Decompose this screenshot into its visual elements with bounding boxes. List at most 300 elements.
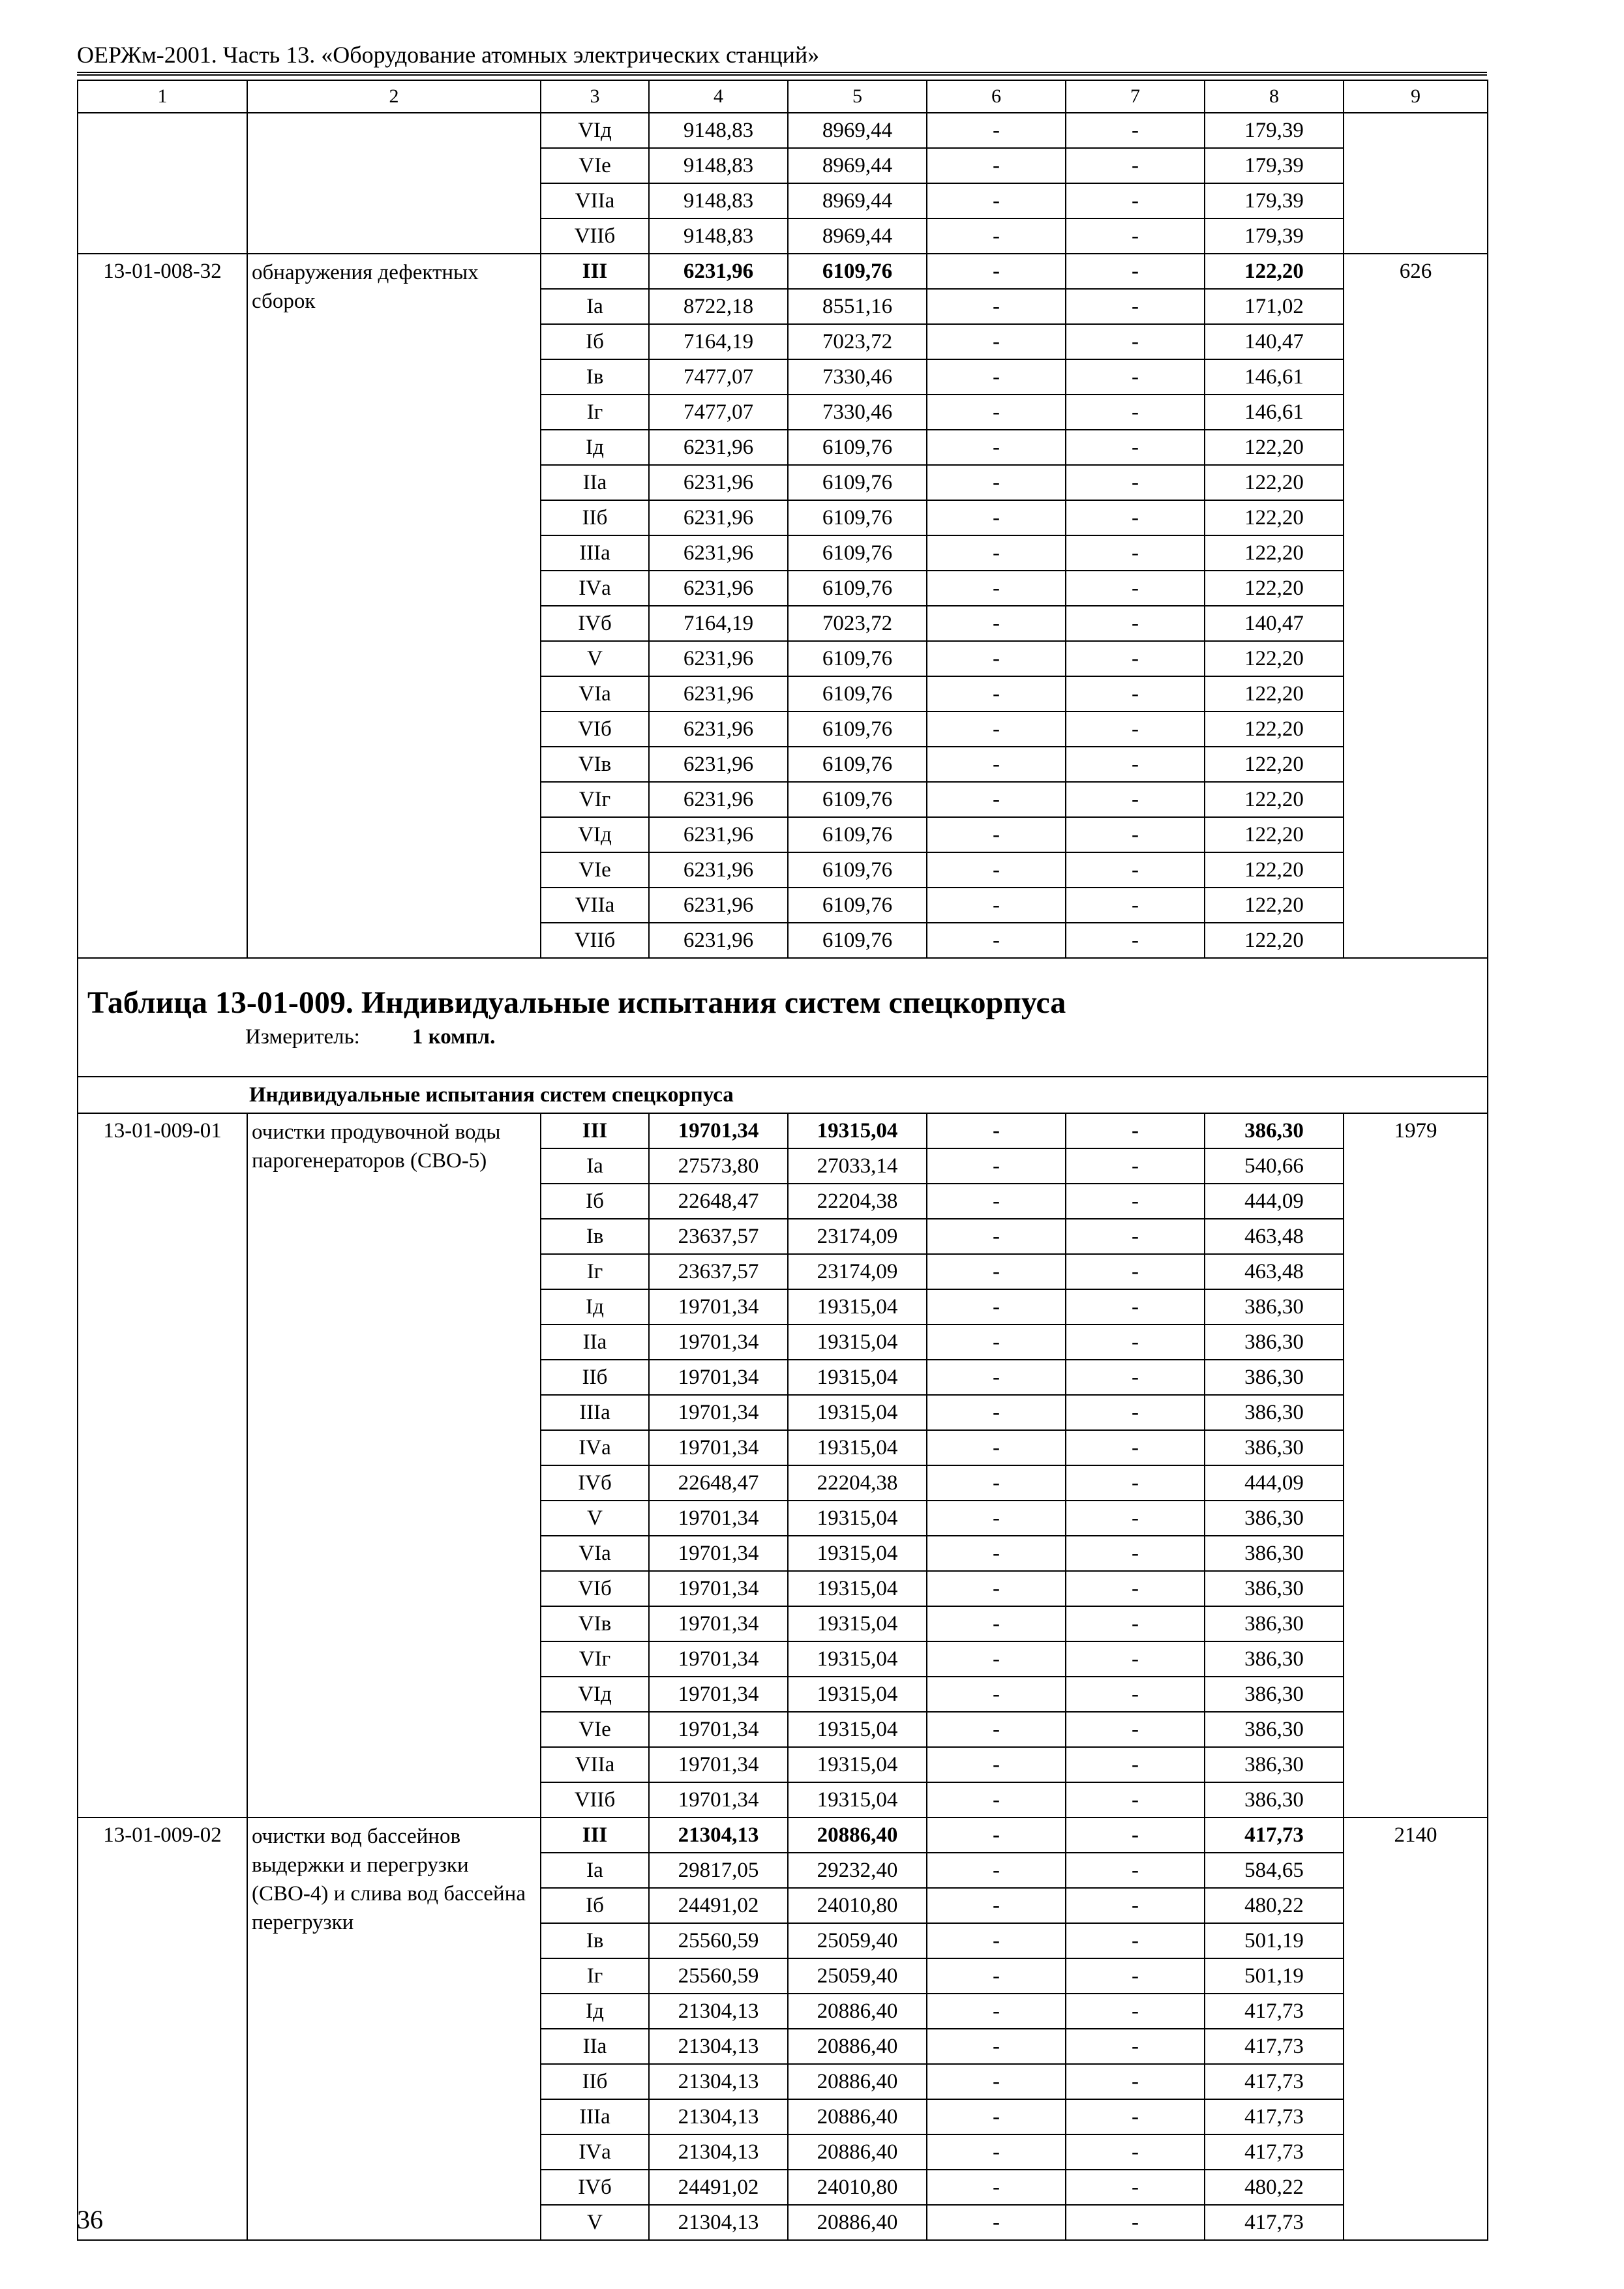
table-row bbox=[78, 113, 1488, 148]
zone-cell: Iг bbox=[541, 1958, 649, 1994]
wages-cell: 19315,04 bbox=[788, 1113, 927, 1148]
materials-cell: 463,48 bbox=[1205, 1254, 1344, 1289]
machines-cell: - bbox=[927, 817, 1066, 852]
machines-cell: - bbox=[927, 782, 1066, 817]
wages-cell: 6109,76 bbox=[788, 747, 927, 782]
wages-cell: 23174,09 bbox=[788, 1254, 927, 1289]
item-code bbox=[78, 113, 247, 254]
zone-cell: VIе bbox=[541, 148, 649, 183]
materials-cell: 540,66 bbox=[1205, 1148, 1344, 1184]
materials-cell: 386,30 bbox=[1205, 1747, 1344, 1782]
zone-cell: VIе bbox=[541, 852, 649, 888]
machines-cell: - bbox=[927, 218, 1066, 254]
machines-cell: - bbox=[927, 1254, 1066, 1289]
zone-cell: IVа bbox=[541, 1430, 649, 1465]
driver-wages-cell: - bbox=[1066, 535, 1205, 571]
total-cost-cell: 23637,57 bbox=[649, 1219, 788, 1254]
materials-cell: 417,73 bbox=[1205, 2205, 1344, 2240]
wages-cell: 25059,40 bbox=[788, 1958, 927, 1994]
machines-cell: - bbox=[927, 2170, 1066, 2205]
wages-cell: 19315,04 bbox=[788, 1430, 927, 1465]
zone-cell: IVб bbox=[541, 1465, 649, 1501]
driver-wages-cell: - bbox=[1066, 2099, 1205, 2134]
wages-cell: 8969,44 bbox=[788, 148, 927, 183]
wages-cell: 6109,76 bbox=[788, 852, 927, 888]
materials-cell: 122,20 bbox=[1205, 676, 1344, 711]
driver-wages-cell: - bbox=[1066, 817, 1205, 852]
total-cost-cell: 21304,13 bbox=[649, 1994, 788, 2029]
wages-cell: 20886,40 bbox=[788, 2205, 927, 2240]
materials-cell: 386,30 bbox=[1205, 1536, 1344, 1571]
total-cost-cell: 19701,34 bbox=[649, 1712, 788, 1747]
zone-cell: IIа bbox=[541, 465, 649, 500]
wages-cell: 24010,80 bbox=[788, 2170, 927, 2205]
wages-cell: 22204,38 bbox=[788, 1465, 927, 1501]
driver-wages-cell: - bbox=[1066, 606, 1205, 641]
driver-wages-cell: - bbox=[1066, 852, 1205, 888]
machines-cell: - bbox=[927, 711, 1066, 747]
machines-cell: - bbox=[927, 1994, 1066, 2029]
wages-cell: 7023,72 bbox=[788, 606, 927, 641]
total-cost-cell: 27573,80 bbox=[649, 1148, 788, 1184]
driver-wages-cell: - bbox=[1066, 1958, 1205, 1994]
item-code: 13-01-009-01 bbox=[78, 1113, 247, 1818]
driver-wages-cell: - bbox=[1066, 1465, 1205, 1501]
zone-cell: Iг bbox=[541, 395, 649, 430]
driver-wages-cell: - bbox=[1066, 1113, 1205, 1148]
driver-wages-cell: - bbox=[1066, 1430, 1205, 1465]
materials-cell: 122,20 bbox=[1205, 711, 1344, 747]
materials-cell: 122,20 bbox=[1205, 254, 1344, 289]
total-cost-cell: 6231,96 bbox=[649, 676, 788, 711]
zone-cell: VIIб bbox=[541, 923, 649, 958]
machines-cell: - bbox=[927, 465, 1066, 500]
total-cost-cell: 9148,83 bbox=[649, 148, 788, 183]
zone-cell: Iд bbox=[541, 430, 649, 465]
materials-cell: 171,02 bbox=[1205, 289, 1344, 324]
materials-cell: 122,20 bbox=[1205, 571, 1344, 606]
materials-cell: 417,73 bbox=[1205, 1994, 1344, 2029]
zone-cell: VIд bbox=[541, 817, 649, 852]
total-cost-cell: 21304,13 bbox=[649, 2134, 788, 2170]
driver-wages-cell: - bbox=[1066, 1888, 1205, 1923]
wages-cell: 19315,04 bbox=[788, 1536, 927, 1571]
machines-cell: - bbox=[927, 113, 1066, 148]
driver-wages-cell: - bbox=[1066, 1923, 1205, 1958]
driver-wages-cell: - bbox=[1066, 218, 1205, 254]
zone-cell: VIд bbox=[541, 1677, 649, 1712]
materials-cell: 417,73 bbox=[1205, 2064, 1344, 2099]
item-code: 13-01-008-32 bbox=[78, 254, 247, 958]
zone-cell: V bbox=[541, 641, 649, 676]
section-title: Индивидуальные испытания систем спецкорпуса bbox=[78, 1077, 1488, 1113]
driver-wages-cell: - bbox=[1066, 359, 1205, 395]
zone-cell: IIб bbox=[541, 500, 649, 535]
total-cost-cell: 6231,96 bbox=[649, 254, 788, 289]
wages-cell: 19315,04 bbox=[788, 1360, 927, 1395]
materials-cell: 122,20 bbox=[1205, 888, 1344, 923]
materials-cell: 122,20 bbox=[1205, 852, 1344, 888]
wages-cell: 20886,40 bbox=[788, 2134, 927, 2170]
materials-cell: 386,30 bbox=[1205, 1677, 1344, 1712]
materials-cell: 480,22 bbox=[1205, 2170, 1344, 2205]
labor-cost-cell bbox=[1344, 113, 1488, 254]
zone-cell: VIб bbox=[541, 711, 649, 747]
column-number: 5 bbox=[788, 80, 927, 113]
driver-wages-cell: - bbox=[1066, 1641, 1205, 1677]
zone-cell: V bbox=[541, 2205, 649, 2240]
driver-wages-cell: - bbox=[1066, 2064, 1205, 2099]
materials-cell: 386,30 bbox=[1205, 1571, 1344, 1606]
driver-wages-cell: - bbox=[1066, 324, 1205, 359]
driver-wages-cell: - bbox=[1066, 2029, 1205, 2064]
total-cost-cell: 7164,19 bbox=[649, 324, 788, 359]
zone-cell: IVа bbox=[541, 571, 649, 606]
materials-cell: 463,48 bbox=[1205, 1219, 1344, 1254]
column-number: 4 bbox=[649, 80, 788, 113]
total-cost-cell: 6231,96 bbox=[649, 535, 788, 571]
table-title: Таблица 13-01-009. Индивидуальные испытания систем спецкорпуса bbox=[87, 985, 1066, 1020]
wages-cell: 7330,46 bbox=[788, 395, 927, 430]
total-cost-cell: 19701,34 bbox=[649, 1430, 788, 1465]
machines-cell: - bbox=[927, 571, 1066, 606]
machines-cell: - bbox=[927, 606, 1066, 641]
machines-cell: - bbox=[927, 430, 1066, 465]
total-cost-cell: 24491,02 bbox=[649, 1888, 788, 1923]
materials-cell: 122,20 bbox=[1205, 430, 1344, 465]
wages-cell: 6109,76 bbox=[788, 500, 927, 535]
materials-cell: 386,30 bbox=[1205, 1289, 1344, 1324]
wages-cell: 20886,40 bbox=[788, 2064, 927, 2099]
wages-cell: 19315,04 bbox=[788, 1712, 927, 1747]
machines-cell: - bbox=[927, 1853, 1066, 1888]
machines-cell: - bbox=[927, 254, 1066, 289]
materials-cell: 122,20 bbox=[1205, 641, 1344, 676]
machines-cell: - bbox=[927, 148, 1066, 183]
wages-cell: 8551,16 bbox=[788, 289, 927, 324]
zone-cell: V bbox=[541, 1501, 649, 1536]
zone-cell: III bbox=[541, 1818, 649, 1853]
total-cost-cell: 6231,96 bbox=[649, 430, 788, 465]
machines-cell: - bbox=[927, 641, 1066, 676]
price-table bbox=[77, 80, 1488, 2241]
wages-cell: 6109,76 bbox=[788, 430, 927, 465]
driver-wages-cell: - bbox=[1066, 641, 1205, 676]
wages-cell: 19315,04 bbox=[788, 1289, 927, 1324]
materials-cell: 122,20 bbox=[1205, 747, 1344, 782]
machines-cell: - bbox=[927, 1712, 1066, 1747]
machines-cell: - bbox=[927, 1747, 1066, 1782]
machines-cell: - bbox=[927, 2064, 1066, 2099]
machines-cell: - bbox=[927, 1677, 1066, 1712]
page-number: 36 bbox=[77, 2205, 103, 2234]
total-cost-cell: 6231,96 bbox=[649, 747, 788, 782]
wages-cell: 19315,04 bbox=[788, 1747, 927, 1782]
materials-cell: 146,61 bbox=[1205, 395, 1344, 430]
materials-cell: 444,09 bbox=[1205, 1184, 1344, 1219]
machines-cell: - bbox=[927, 1536, 1066, 1571]
zone-cell: IVа bbox=[541, 2134, 649, 2170]
materials-cell: 179,39 bbox=[1205, 113, 1344, 148]
materials-cell: 179,39 bbox=[1205, 218, 1344, 254]
table-row bbox=[78, 254, 1488, 289]
machines-cell: - bbox=[927, 1571, 1066, 1606]
wages-cell: 20886,40 bbox=[788, 2099, 927, 2134]
wages-cell: 6109,76 bbox=[788, 254, 927, 289]
driver-wages-cell: - bbox=[1066, 1501, 1205, 1536]
total-cost-cell: 9148,83 bbox=[649, 113, 788, 148]
labor-cost-cell: 626 bbox=[1344, 254, 1488, 958]
column-numbers-row bbox=[78, 80, 1488, 113]
machines-cell: - bbox=[927, 395, 1066, 430]
wages-cell: 29232,40 bbox=[788, 1853, 927, 1888]
zone-cell: VIб bbox=[541, 1571, 649, 1606]
item-description: очистки вод бассейнов выдержки и перегрузки (СВО-4) и слива вод бассейна перегрузки bbox=[247, 1818, 541, 2240]
materials-cell: 386,30 bbox=[1205, 1712, 1344, 1747]
labor-cost-cell: 2140 bbox=[1344, 1818, 1488, 2240]
zone-cell: VIIб bbox=[541, 1782, 649, 1818]
materials-cell: 386,30 bbox=[1205, 1430, 1344, 1465]
wages-cell: 19315,04 bbox=[788, 1677, 927, 1712]
zone-cell: VIIб bbox=[541, 218, 649, 254]
driver-wages-cell: - bbox=[1066, 1360, 1205, 1395]
materials-cell: 480,22 bbox=[1205, 1888, 1344, 1923]
driver-wages-cell: - bbox=[1066, 711, 1205, 747]
materials-cell: 122,20 bbox=[1205, 782, 1344, 817]
materials-cell: 179,39 bbox=[1205, 183, 1344, 218]
materials-cell: 444,09 bbox=[1205, 1465, 1344, 1501]
zone-cell: VIIа bbox=[541, 1747, 649, 1782]
driver-wages-cell: - bbox=[1066, 1219, 1205, 1254]
materials-cell: 140,47 bbox=[1205, 606, 1344, 641]
materials-cell: 122,20 bbox=[1205, 535, 1344, 571]
machines-cell: - bbox=[927, 1923, 1066, 1958]
wages-cell: 6109,76 bbox=[788, 782, 927, 817]
materials-cell: 386,30 bbox=[1205, 1113, 1344, 1148]
column-number: 1 bbox=[78, 80, 247, 113]
total-cost-cell: 19701,34 bbox=[649, 1360, 788, 1395]
machines-cell: - bbox=[927, 2205, 1066, 2240]
driver-wages-cell: - bbox=[1066, 676, 1205, 711]
materials-cell: 122,20 bbox=[1205, 817, 1344, 852]
driver-wages-cell: - bbox=[1066, 2205, 1205, 2240]
machines-cell: - bbox=[927, 1360, 1066, 1395]
driver-wages-cell: - bbox=[1066, 1571, 1205, 1606]
column-number: 6 bbox=[927, 80, 1066, 113]
wages-cell: 6109,76 bbox=[788, 571, 927, 606]
zone-cell: VIг bbox=[541, 782, 649, 817]
meter-label: Измеритель: bbox=[245, 1025, 360, 1049]
item-description bbox=[247, 113, 541, 254]
machines-cell: - bbox=[927, 1465, 1066, 1501]
zone-cell: IIа bbox=[541, 2029, 649, 2064]
driver-wages-cell: - bbox=[1066, 1395, 1205, 1430]
zone-cell: Iд bbox=[541, 1994, 649, 2029]
zone-cell: IIа bbox=[541, 1324, 649, 1360]
driver-wages-cell: - bbox=[1066, 289, 1205, 324]
wages-cell: 19315,04 bbox=[788, 1571, 927, 1606]
materials-cell: 584,65 bbox=[1205, 1853, 1344, 1888]
zone-cell: Iв bbox=[541, 359, 649, 395]
driver-wages-cell: - bbox=[1066, 254, 1205, 289]
driver-wages-cell: - bbox=[1066, 1818, 1205, 1853]
total-cost-cell: 19701,34 bbox=[649, 1782, 788, 1818]
zone-cell: IIIа bbox=[541, 535, 649, 571]
total-cost-cell: 25560,59 bbox=[649, 1923, 788, 1958]
wages-cell: 6109,76 bbox=[788, 676, 927, 711]
machines-cell: - bbox=[927, 1782, 1066, 1818]
wages-cell: 7023,72 bbox=[788, 324, 927, 359]
materials-cell: 122,20 bbox=[1205, 465, 1344, 500]
driver-wages-cell: - bbox=[1066, 1677, 1205, 1712]
machines-cell: - bbox=[927, 676, 1066, 711]
driver-wages-cell: - bbox=[1066, 113, 1205, 148]
total-cost-cell: 19701,34 bbox=[649, 1289, 788, 1324]
page-header: ОЕРЖм-2001. Часть 13. «Оборудование атомных электрических станций» bbox=[77, 40, 1487, 76]
driver-wages-cell: - bbox=[1066, 465, 1205, 500]
driver-wages-cell: - bbox=[1066, 1324, 1205, 1360]
total-cost-cell: 19701,34 bbox=[649, 1501, 788, 1536]
machines-cell: - bbox=[927, 1324, 1066, 1360]
wages-cell: 8969,44 bbox=[788, 113, 927, 148]
machines-cell: - bbox=[927, 535, 1066, 571]
materials-cell: 501,19 bbox=[1205, 1958, 1344, 1994]
total-cost-cell: 6231,96 bbox=[649, 782, 788, 817]
materials-cell: 501,19 bbox=[1205, 1923, 1344, 1958]
total-cost-cell: 19701,34 bbox=[649, 1324, 788, 1360]
machines-cell: - bbox=[927, 2099, 1066, 2134]
wages-cell: 6109,76 bbox=[788, 923, 927, 958]
total-cost-cell: 7477,07 bbox=[649, 359, 788, 395]
wages-cell: 6109,76 bbox=[788, 641, 927, 676]
item-description: обнаружения дефектных сборок bbox=[247, 254, 541, 958]
zone-cell: IVб bbox=[541, 606, 649, 641]
total-cost-cell: 6231,96 bbox=[649, 500, 788, 535]
wages-cell: 6109,76 bbox=[788, 817, 927, 852]
table-title-cell bbox=[78, 958, 1488, 1077]
machines-cell: - bbox=[927, 324, 1066, 359]
driver-wages-cell: - bbox=[1066, 183, 1205, 218]
machines-cell: - bbox=[927, 1888, 1066, 1923]
zone-cell: Iа bbox=[541, 1853, 649, 1888]
column-number: 3 bbox=[541, 80, 649, 113]
machines-cell: - bbox=[927, 1501, 1066, 1536]
zone-cell: Iв bbox=[541, 1219, 649, 1254]
total-cost-cell: 19701,34 bbox=[649, 1571, 788, 1606]
zone-cell: VIд bbox=[541, 113, 649, 148]
zone-cell: IIб bbox=[541, 2064, 649, 2099]
machines-cell: - bbox=[927, 1606, 1066, 1641]
zone-cell: IIб bbox=[541, 1360, 649, 1395]
zone-cell: VIIа bbox=[541, 183, 649, 218]
materials-cell: 386,30 bbox=[1205, 1501, 1344, 1536]
machines-cell: - bbox=[927, 1395, 1066, 1430]
machines-cell: - bbox=[927, 289, 1066, 324]
column-number: 9 bbox=[1344, 80, 1488, 113]
wages-cell: 25059,40 bbox=[788, 1923, 927, 1958]
driver-wages-cell: - bbox=[1066, 1184, 1205, 1219]
driver-wages-cell: - bbox=[1066, 2134, 1205, 2170]
zone-cell: VIа bbox=[541, 676, 649, 711]
driver-wages-cell: - bbox=[1066, 1747, 1205, 1782]
machines-cell: - bbox=[927, 2134, 1066, 2170]
meter-value: 1 компл. bbox=[412, 1025, 496, 1049]
materials-cell: 417,73 bbox=[1205, 2099, 1344, 2134]
wages-cell: 19315,04 bbox=[788, 1606, 927, 1641]
column-number: 8 bbox=[1205, 80, 1344, 113]
materials-cell: 386,30 bbox=[1205, 1606, 1344, 1641]
driver-wages-cell: - bbox=[1066, 395, 1205, 430]
total-cost-cell: 21304,13 bbox=[649, 2029, 788, 2064]
total-cost-cell: 8722,18 bbox=[649, 289, 788, 324]
total-cost-cell: 9148,83 bbox=[649, 218, 788, 254]
total-cost-cell: 23637,57 bbox=[649, 1254, 788, 1289]
section-header-row bbox=[78, 1077, 1488, 1113]
driver-wages-cell: - bbox=[1066, 430, 1205, 465]
driver-wages-cell: - bbox=[1066, 500, 1205, 535]
zone-cell: VIв bbox=[541, 1606, 649, 1641]
wages-cell: 6109,76 bbox=[788, 535, 927, 571]
total-cost-cell: 19701,34 bbox=[649, 1395, 788, 1430]
driver-wages-cell: - bbox=[1066, 1254, 1205, 1289]
zone-cell: VIв bbox=[541, 747, 649, 782]
total-cost-cell: 21304,13 bbox=[649, 1818, 788, 1853]
machines-cell: - bbox=[927, 1148, 1066, 1184]
machines-cell: - bbox=[927, 1958, 1066, 1994]
wages-cell: 19315,04 bbox=[788, 1782, 927, 1818]
materials-cell: 386,30 bbox=[1205, 1782, 1344, 1818]
wages-cell: 20886,40 bbox=[788, 2029, 927, 2064]
item-code: 13-01-009-02 bbox=[78, 1818, 247, 2240]
driver-wages-cell: - bbox=[1066, 888, 1205, 923]
wages-cell: 6109,76 bbox=[788, 465, 927, 500]
table-row bbox=[78, 1113, 1488, 1148]
total-cost-cell: 9148,83 bbox=[649, 183, 788, 218]
driver-wages-cell: - bbox=[1066, 1289, 1205, 1324]
zone-cell: III bbox=[541, 1113, 649, 1148]
machines-cell: - bbox=[927, 359, 1066, 395]
machines-cell: - bbox=[927, 747, 1066, 782]
zone-cell: Iб bbox=[541, 1184, 649, 1219]
meter-line bbox=[78, 1023, 1487, 1056]
total-cost-cell: 29817,05 bbox=[649, 1853, 788, 1888]
driver-wages-cell: - bbox=[1066, 1853, 1205, 1888]
zone-cell: VIIа bbox=[541, 888, 649, 923]
table-row bbox=[78, 1818, 1488, 1853]
total-cost-cell: 6231,96 bbox=[649, 888, 788, 923]
materials-cell: 417,73 bbox=[1205, 2134, 1344, 2170]
zone-cell: VIг bbox=[541, 1641, 649, 1677]
machines-cell: - bbox=[927, 2029, 1066, 2064]
total-cost-cell: 6231,96 bbox=[649, 641, 788, 676]
materials-cell: 146,61 bbox=[1205, 359, 1344, 395]
wages-cell: 27033,14 bbox=[788, 1148, 927, 1184]
wages-cell: 19315,04 bbox=[788, 1641, 927, 1677]
table-title-row bbox=[78, 958, 1488, 1077]
total-cost-cell: 24491,02 bbox=[649, 2170, 788, 2205]
zone-cell: III bbox=[541, 254, 649, 289]
zone-cell: Iд bbox=[541, 1289, 649, 1324]
driver-wages-cell: - bbox=[1066, 2170, 1205, 2205]
zone-cell: Iв bbox=[541, 1923, 649, 1958]
materials-cell: 386,30 bbox=[1205, 1324, 1344, 1360]
wages-cell: 20886,40 bbox=[788, 1994, 927, 2029]
wages-cell: 8969,44 bbox=[788, 218, 927, 254]
materials-cell: 122,20 bbox=[1205, 923, 1344, 958]
wages-cell: 22204,38 bbox=[788, 1184, 927, 1219]
machines-cell: - bbox=[927, 923, 1066, 958]
driver-wages-cell: - bbox=[1066, 1536, 1205, 1571]
